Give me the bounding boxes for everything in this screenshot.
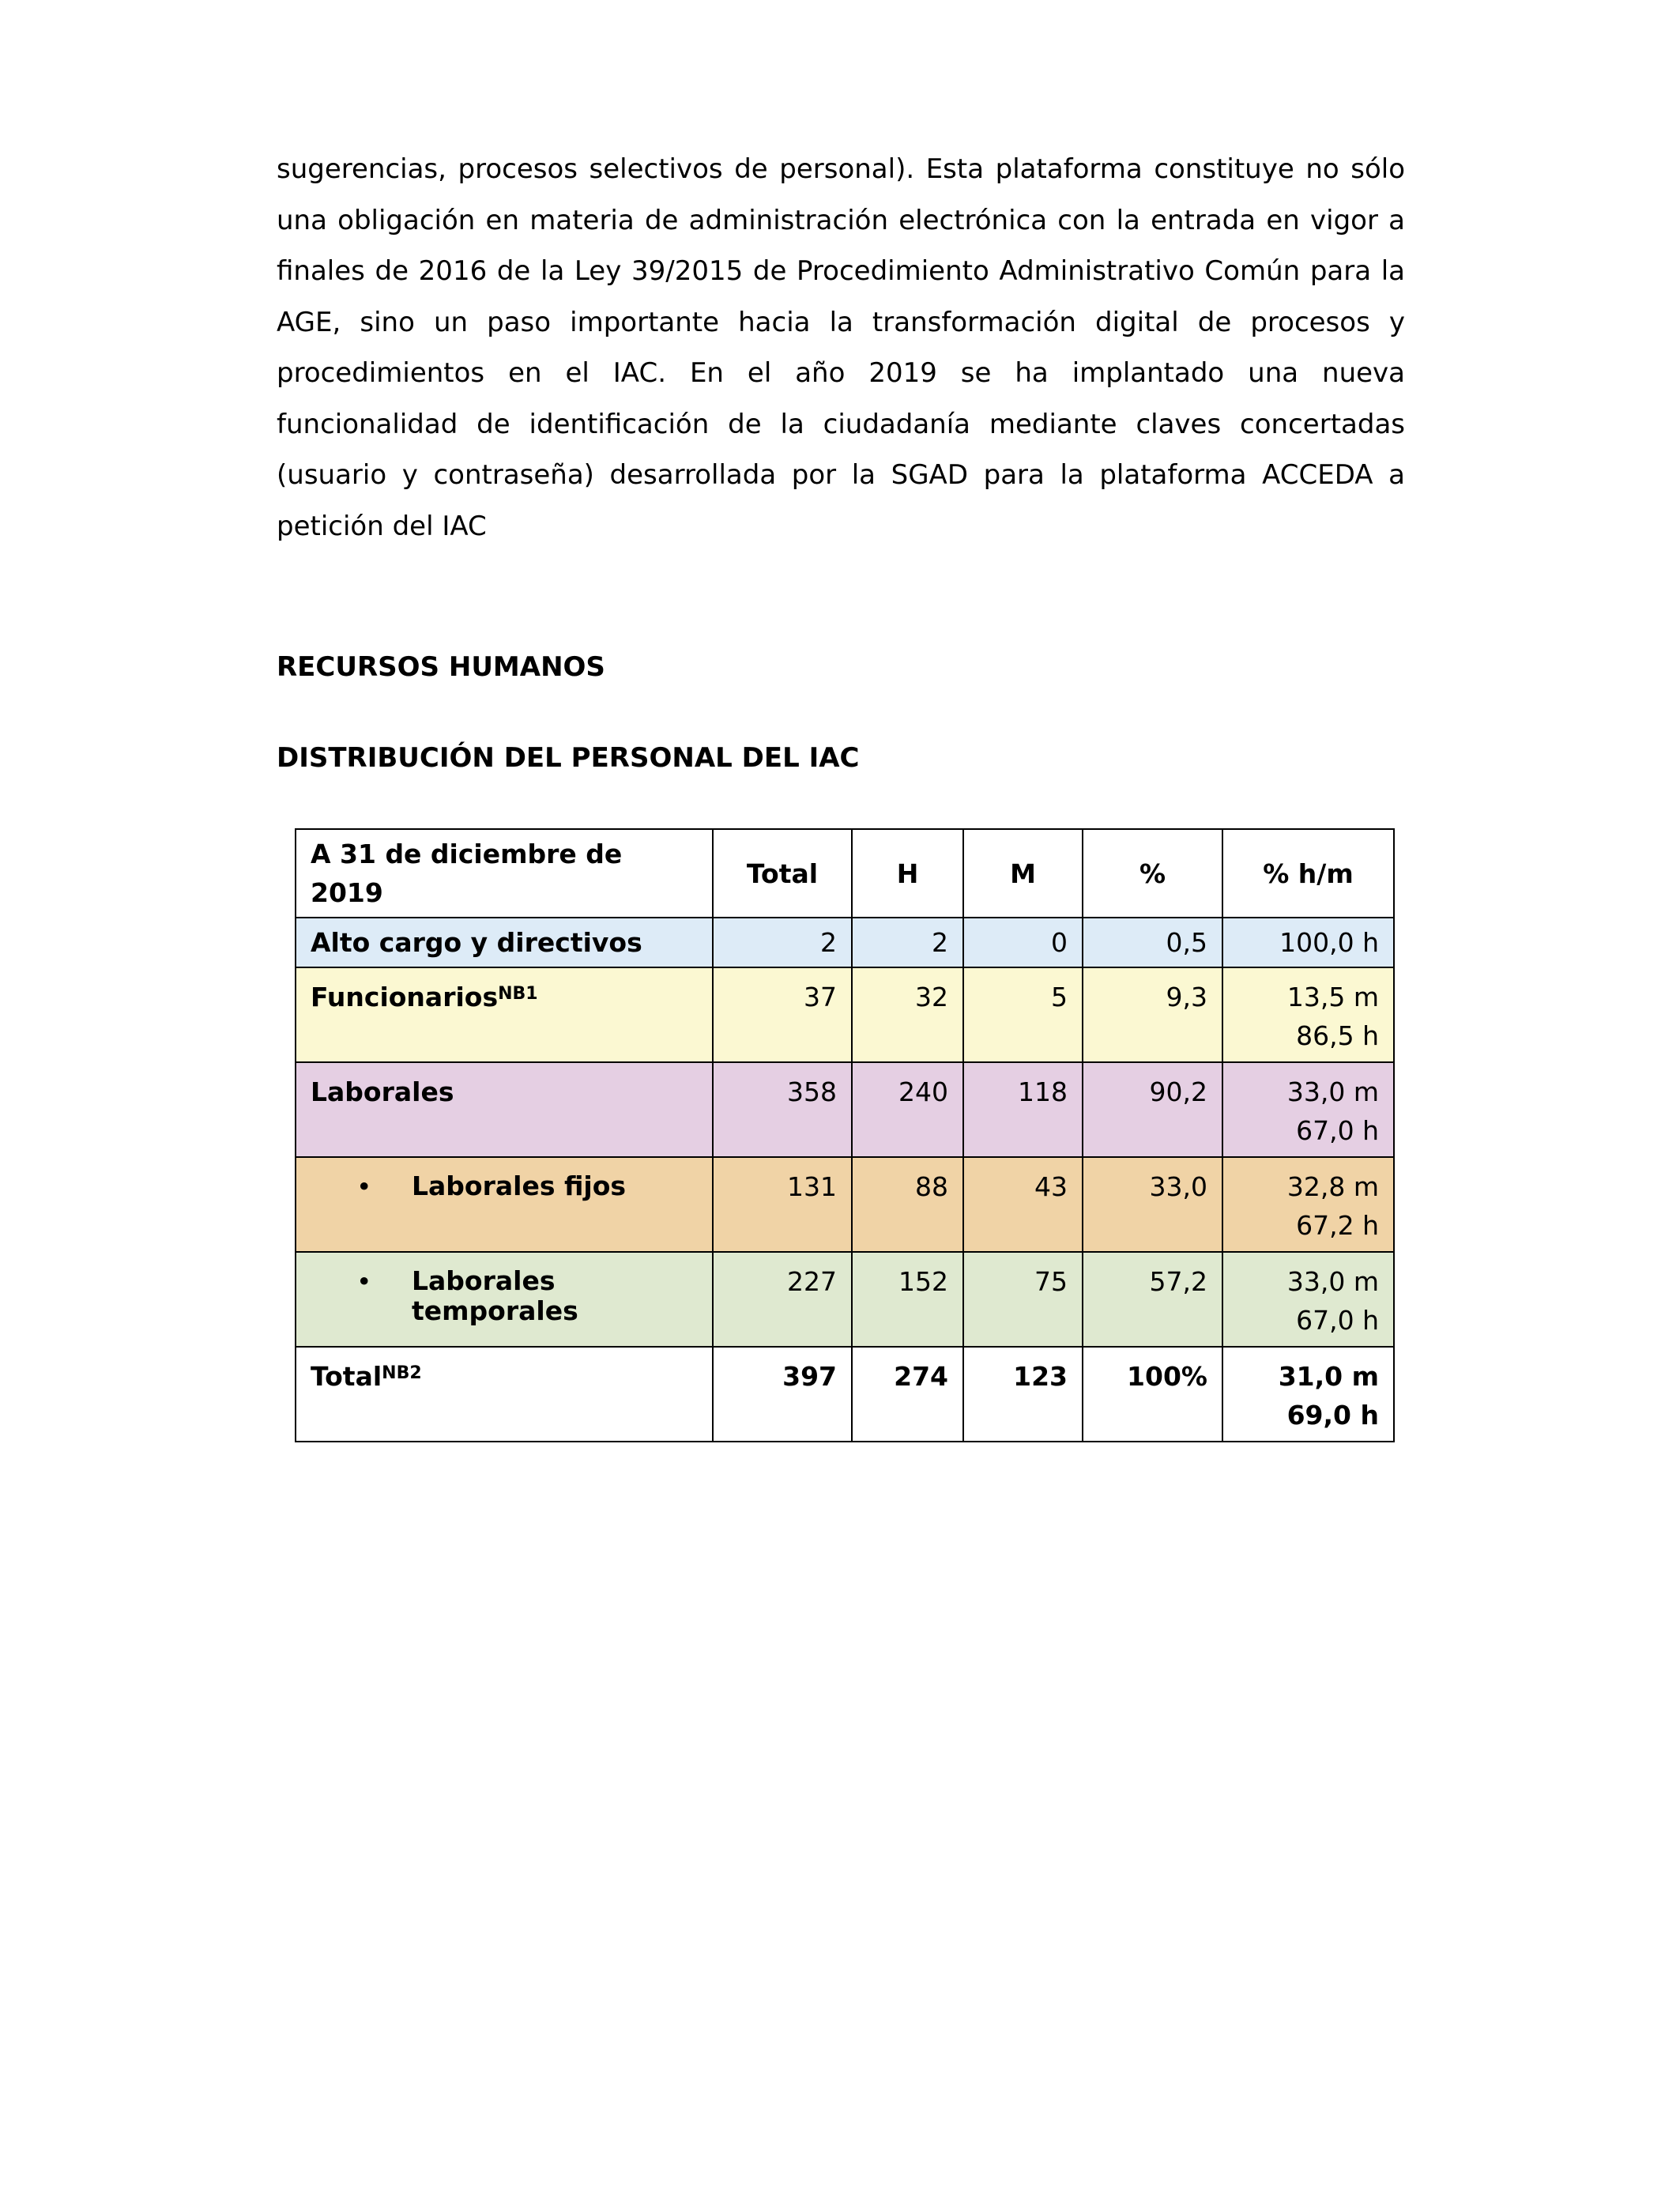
footnote-marker: NB2 bbox=[382, 1363, 422, 1383]
cell-hm-line1: 100,0 h bbox=[1279, 927, 1379, 958]
header-m: M bbox=[963, 829, 1083, 918]
cell-percent-hm bbox=[1222, 1062, 1394, 1157]
row-label bbox=[296, 918, 713, 967]
header-h: H bbox=[852, 829, 963, 918]
table-row bbox=[296, 1157, 1394, 1252]
staff-distribution-table bbox=[295, 828, 1395, 1442]
header-total: Total bbox=[713, 829, 852, 918]
row-label bbox=[296, 1347, 713, 1442]
footnote-marker: NB1 bbox=[498, 984, 538, 1004]
cell-h: 152 bbox=[852, 1252, 963, 1347]
cell-m: 43 bbox=[963, 1157, 1083, 1252]
cell-total: 131 bbox=[713, 1157, 852, 1252]
cell-total: 2 bbox=[713, 918, 852, 967]
cell-hm-line2: 67,0 h bbox=[1296, 1115, 1379, 1146]
row-label-text: Total bbox=[311, 1361, 382, 1392]
header-percent: % bbox=[1083, 829, 1222, 918]
cell-h: 240 bbox=[852, 1062, 963, 1157]
cell-hm-line1: 31,0 m bbox=[1278, 1361, 1379, 1392]
header-date: A 31 de diciembre de 2019 bbox=[296, 829, 713, 918]
cell-hm-line1: 33,0 m bbox=[1286, 1266, 1379, 1297]
cell-m: 0 bbox=[963, 918, 1083, 967]
cell-percent: 90,2 bbox=[1083, 1062, 1222, 1157]
cell-percent-hm bbox=[1222, 967, 1394, 1062]
table-header-row bbox=[296, 829, 1394, 918]
cell-h: 32 bbox=[852, 967, 963, 1062]
bullet-icon: • bbox=[356, 1266, 372, 1297]
cell-hm-line2: 67,0 h bbox=[1296, 1305, 1379, 1336]
cell-m: 118 bbox=[963, 1062, 1083, 1157]
cell-hm-line1: 32,8 m bbox=[1286, 1171, 1379, 1202]
row-label-text: Funcionarios bbox=[311, 982, 499, 1012]
cell-h: 274 bbox=[852, 1347, 963, 1442]
row-label bbox=[296, 967, 713, 1062]
intro-paragraph: sugerencias, procesos selectivos de personal). Esta plataforma constituye no sólo una obligación en materia de administración electrónica con la entrada en vigor a finales de 2016 de la Ley 39/2015 de Procedimiento Administrativo Común para la AGE, sino un paso importante hacia la transformación digital de procesos y procedimientos en el IAC. En el año 2019 se ha implantado una nueva funcionalidad de identificación de la ciudadanía mediante claves concertadas (usuario y contraseña) desarrollada por la SGAD para la plataforma ACCEDA a petición del IAC bbox=[277, 153, 1405, 542]
subsection-heading: DISTRIBUCIÓN DEL PERSONAL DEL IAC bbox=[277, 742, 860, 774]
table-row-total bbox=[296, 1347, 1394, 1442]
cell-m: 5 bbox=[963, 967, 1083, 1062]
cell-percent-hm bbox=[1222, 1157, 1394, 1252]
table-row bbox=[296, 918, 1394, 967]
header-percent-hm: % h/m bbox=[1222, 829, 1394, 918]
cell-hm-line2: 86,5 h bbox=[1296, 1020, 1379, 1051]
table-row bbox=[296, 1062, 1394, 1157]
row-label-line2: temporales bbox=[412, 1295, 578, 1326]
table-row bbox=[296, 1252, 1394, 1347]
row-label-line1: Laborales bbox=[412, 1265, 556, 1296]
cell-percent: 0,5 bbox=[1083, 918, 1222, 967]
cell-total: 227 bbox=[713, 1252, 852, 1347]
cell-percent: 100% bbox=[1083, 1347, 1222, 1442]
section-heading: RECURSOS HUMANOS bbox=[277, 651, 605, 683]
bullet-icon: • bbox=[356, 1171, 372, 1202]
cell-hm-line1: 33,0 m bbox=[1286, 1076, 1379, 1107]
row-label bbox=[296, 1062, 713, 1157]
cell-percent: 33,0 bbox=[1083, 1157, 1222, 1252]
row-label bbox=[296, 1252, 713, 1347]
table-row bbox=[296, 967, 1394, 1062]
cell-percent: 57,2 bbox=[1083, 1252, 1222, 1347]
cell-total: 358 bbox=[713, 1062, 852, 1157]
cell-m: 75 bbox=[963, 1252, 1083, 1347]
cell-total: 37 bbox=[713, 967, 852, 1062]
row-label-text: Laborales bbox=[311, 1076, 454, 1107]
cell-hm-line1: 13,5 m bbox=[1286, 982, 1379, 1012]
cell-total: 397 bbox=[713, 1347, 852, 1442]
cell-h: 2 bbox=[852, 918, 963, 967]
cell-percent-hm bbox=[1222, 918, 1394, 967]
cell-h: 88 bbox=[852, 1157, 963, 1252]
cell-percent-hm bbox=[1222, 1252, 1394, 1347]
cell-hm-line2: 69,0 h bbox=[1286, 1400, 1379, 1431]
row-label-text: Alto cargo y directivos bbox=[311, 927, 642, 958]
cell-hm-line2: 67,2 h bbox=[1296, 1210, 1379, 1241]
row-label-text bbox=[412, 1262, 578, 1326]
cell-percent-hm bbox=[1222, 1347, 1394, 1442]
row-label-text: Laborales fijos bbox=[412, 1171, 627, 1201]
cell-percent: 9,3 bbox=[1083, 967, 1222, 1062]
row-label bbox=[296, 1157, 713, 1252]
cell-m: 123 bbox=[963, 1347, 1083, 1442]
